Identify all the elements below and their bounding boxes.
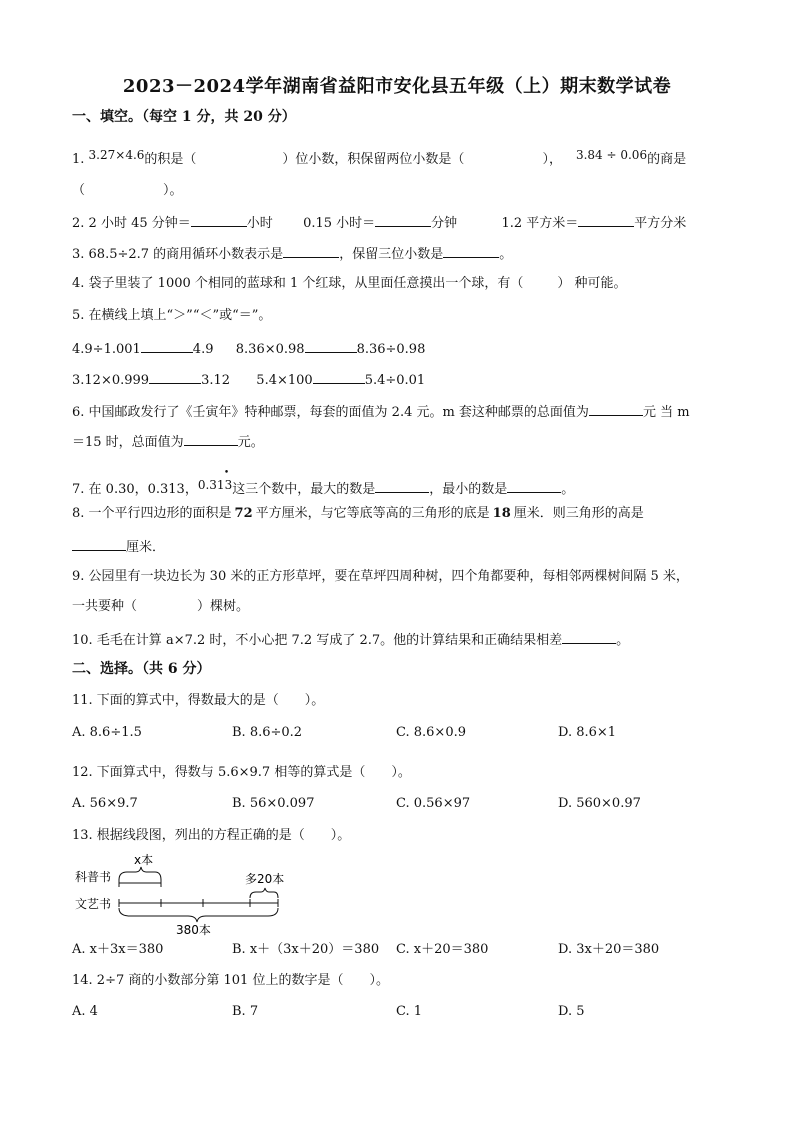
q1-number: 1. — [72, 152, 85, 167]
question-13: 13. 根据线段图，列出的方程正确的是（ ）。 — [72, 828, 351, 843]
q8-text-3: 厘米．则三角形的高是 — [513, 506, 644, 521]
question-9-line-2 — [72, 598, 249, 616]
question-4 — [72, 275, 627, 293]
page-title: 2023－2024学年湖南省益阳市安化县五年级（上）期末数学试卷 — [122, 76, 672, 97]
q5-r2-left: 3.12×0.999 — [72, 373, 150, 388]
q6-text-2: 元 当 m — [642, 405, 690, 420]
q5-r2-right-2: 5.4÷0.01 — [364, 373, 426, 388]
brace-x — [119, 867, 161, 880]
question-1-line-1 — [72, 146, 686, 169]
q5-r1-right-2: 8.36÷0.98 — [356, 342, 426, 357]
q4-text-2: ） 种可能。 — [557, 276, 627, 291]
question-3 — [72, 244, 512, 264]
q11-option-a[interactable]: A. 8.6÷1.5 — [72, 725, 142, 740]
question-6-line-2 — [72, 432, 264, 452]
q11-option-b[interactable]: B. 8.6÷0.2 — [232, 725, 303, 740]
q5-r1-blank-2[interactable] — [305, 339, 357, 353]
section-2-heading: 二、选择。（共 6 分） — [72, 661, 211, 677]
q9-text-2: 一共要种（ — [72, 599, 138, 614]
q1-expression-1: 3.27×4.6 — [88, 148, 145, 162]
q12-option-b[interactable]: B. 56×0.097 — [232, 796, 315, 811]
q3-blank-1[interactable] — [283, 244, 339, 258]
q5-r2-blank-1[interactable] — [149, 370, 201, 384]
q6-text-3: ＝15 时，总面值为 — [72, 435, 184, 450]
line-segment-diagram — [70, 848, 300, 938]
q7-blank-1[interactable] — [375, 479, 429, 493]
question-9-line-1: 9. 公园里有一块边长为 30 米的正方形草坪，要在草坪四周种树，四个角都要种，每相邻两棵树间隔 5 米， — [72, 569, 689, 584]
q1-text-1: 的积是（ — [144, 152, 197, 167]
q4-text-1: 4. 袋子里装了 1000 个相同的蓝球和 1 个红球，从里面任意摸出一个球，有（ — [72, 276, 524, 291]
label-more-20: 多20本 — [245, 872, 285, 886]
q7-repeat-dot: • — [223, 468, 230, 478]
q10-text-2: 。 — [616, 633, 630, 648]
q6-text-4: 元。 — [237, 435, 264, 450]
q2-part-a: 2 小时 45 分钟＝ — [88, 216, 191, 231]
q8-blank[interactable] — [72, 537, 126, 551]
q10-text-1: 10. 毛毛在计算 a×7.2 时，不小心把 7.2 写成了 2.7。他的计算结果和正确结果相差 — [72, 633, 563, 648]
q2-part-c: 1.2 平方米＝ — [501, 216, 579, 231]
q1-expression-2: 3.84 ÷ 0.06 — [575, 148, 648, 162]
q6-blank-2[interactable] — [184, 432, 238, 446]
q11-option-d[interactable]: D. 8.6×1 — [558, 725, 617, 740]
q6-blank-1[interactable] — [589, 402, 643, 416]
q12-option-c[interactable]: C. 0.56×97 — [396, 796, 471, 811]
q2-number: 2. — [72, 216, 85, 231]
question-5: 5. 在横线上填上“＞”“＜”或“＝”。 — [72, 308, 272, 323]
question-6-line-1 — [72, 402, 690, 422]
q1-text-3: ）， — [542, 152, 562, 167]
q8-base-value: 18 — [492, 506, 511, 521]
q2-part-b: 0.15 小时＝ — [303, 216, 376, 231]
question-1-line-2 — [72, 182, 183, 200]
label-science-books: 科普书 — [75, 870, 112, 884]
q1-text-2: ）位小数，积保留两位小数是（ — [282, 152, 465, 167]
q13-option-b[interactable]: B. x＋（3x＋20）＝380 — [232, 942, 380, 957]
q7-text-1: 7. 在 0.30，0.313， — [72, 482, 198, 497]
q11-option-c[interactable]: C. 8.6×0.9 — [396, 725, 466, 740]
q3-text-3: 。 — [499, 247, 513, 262]
label-literature-books: 文艺书 — [75, 897, 112, 911]
q7-repeating-decimal — [197, 468, 233, 499]
q12-option-a[interactable]: A. 56×9.7 — [72, 796, 138, 811]
q8-text-1: 8. 一个平行四边形的面积是 — [72, 506, 232, 521]
label-total-380: 380本 — [176, 923, 211, 937]
q5-r1-right: 4.9 — [192, 342, 214, 357]
q8-text-2: 平方厘米，与它等底等高的三角形的底是 — [255, 506, 490, 521]
q10-blank[interactable] — [562, 630, 616, 644]
q2-unit-b: 分钟 — [431, 216, 458, 231]
q13-option-a[interactable]: A. x＋3x＝380 — [72, 942, 164, 957]
question-8-line-2 — [72, 537, 165, 557]
q9-text-3: ）棵树。 — [197, 599, 250, 614]
q8-text-4: 厘米． — [126, 540, 166, 555]
question-8-line-1 — [72, 505, 644, 523]
question-7 — [72, 468, 575, 499]
q13-option-c[interactable]: C. x＋20＝380 — [396, 942, 489, 957]
question-5-row-1 — [72, 339, 425, 359]
section-1-heading: 一、填空。（每空 1 分，共 20 分） — [72, 109, 296, 125]
q7-text-2: 这三个数中，最大的数是 — [232, 482, 376, 497]
q8-area-value: 72 — [234, 506, 253, 521]
label-x-books: x本 — [134, 853, 154, 867]
q14-option-a[interactable]: A. 4 — [72, 1004, 98, 1019]
q5-r2-left-2: 5.4×100 — [256, 373, 313, 388]
q13-option-d[interactable]: D. 3x＋20＝380 — [558, 942, 660, 957]
question-10 — [72, 630, 629, 650]
q2-blank-b[interactable] — [375, 213, 431, 227]
q14-option-c[interactable]: C. 1 — [396, 1004, 423, 1019]
question-14: 14. 2÷7 商的小数部分第 101 位上的数字是（ ）。 — [72, 973, 389, 988]
brace-total — [119, 908, 278, 922]
question-12: 12. 下面算式中，得数与 5.6×9.7 相等的算式是（ ）。 — [72, 765, 411, 780]
q7-text-3: ，最小的数是 — [429, 482, 508, 497]
q3-blank-2[interactable] — [443, 244, 499, 258]
q12-option-d[interactable]: D. 560×0.97 — [558, 796, 641, 811]
q5-r1-left-2: 8.36×0.98 — [235, 342, 305, 357]
q5-r2-blank-2[interactable] — [313, 370, 365, 384]
q2-unit-c: 平方分米 — [634, 216, 687, 231]
q7-blank-2[interactable] — [507, 479, 561, 493]
q7-repeating-decimal-value: 0.313 — [197, 478, 233, 492]
q1-text-6: ）。 — [163, 183, 183, 198]
q14-option-d[interactable]: D. 5 — [558, 1004, 585, 1019]
q2-blank-a[interactable] — [191, 213, 247, 227]
q3-text-2: ，保留三位小数是 — [339, 247, 444, 262]
q14-option-b[interactable]: B. 7 — [232, 1004, 259, 1019]
question-2 — [72, 213, 686, 233]
q1-text-4: 的商是 — [647, 152, 687, 167]
q5-r1-blank-1[interactable] — [141, 339, 193, 353]
q1-text-5: （ — [72, 183, 86, 198]
brace-more — [250, 888, 278, 898]
question-5-row-2 — [72, 370, 425, 390]
q5-r2-right: 3.12 — [201, 373, 231, 388]
q7-text-4: 。 — [561, 482, 575, 497]
q2-blank-c[interactable] — [578, 213, 634, 227]
question-11: 11. 下面的算式中，得数最大的是（ ）。 — [72, 693, 325, 708]
q3-text-1: 3. 68.5÷2.7 的商用循环小数表示是 — [72, 247, 284, 262]
q2-unit-a: 小时 — [246, 216, 273, 231]
q5-r1-left: 4.9÷1.001 — [72, 342, 141, 357]
q6-text-1: 6. 中国邮政发行了《壬寅年》特种邮票，每套的面值为 2.4 元。m 套这种邮票的总面值为 — [72, 405, 589, 420]
